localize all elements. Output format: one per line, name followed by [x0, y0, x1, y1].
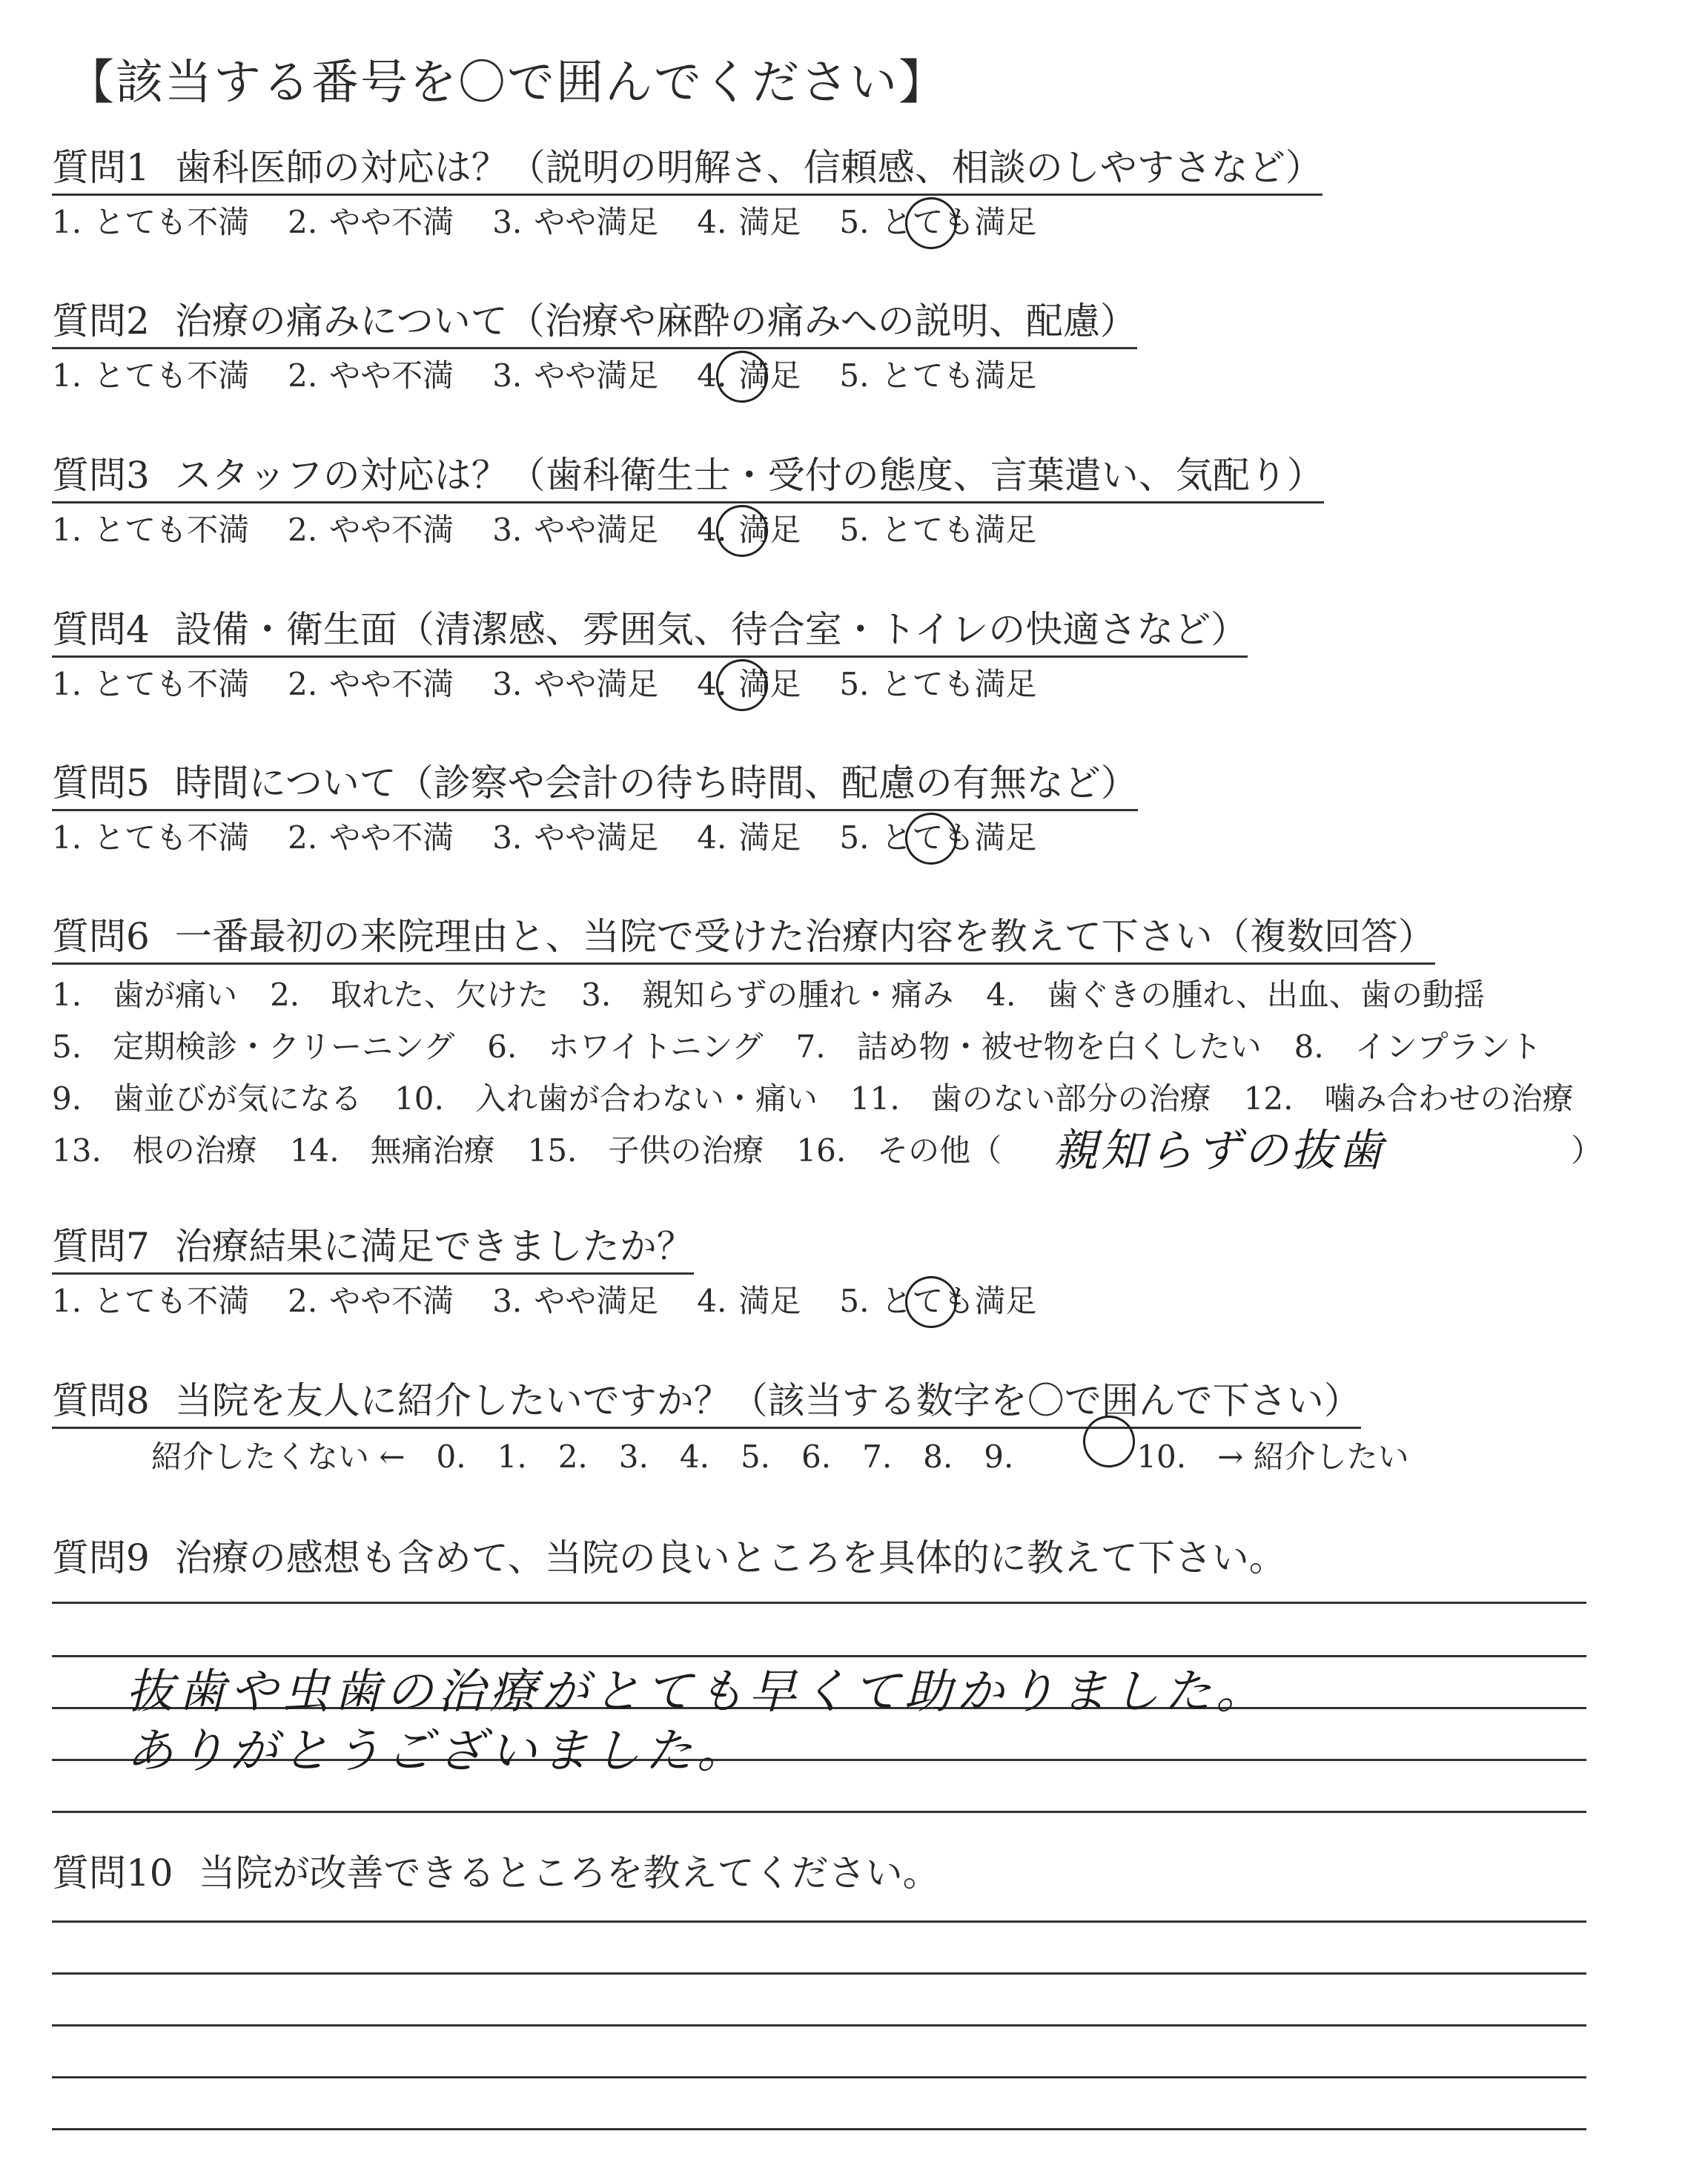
question-text: 時間について（診察や会計の待ち時間、配慮の有無など） [174, 762, 1138, 805]
reason-option-other[interactable]: 16. その他（ [796, 1132, 1002, 1169]
question-heading [52, 914, 1435, 965]
option-2[interactable]: 2. やや不満 [288, 819, 454, 856]
reason-option[interactable]: 9. 歯並びが気になる [52, 1080, 363, 1117]
option-1[interactable]: 1. とても不満 [52, 666, 250, 702]
scale-option[interactable]: 0. [436, 1439, 466, 1475]
rating-options [52, 203, 1323, 242]
option-2[interactable]: 2. やや不満 [288, 666, 454, 702]
answer-line [52, 1602, 1586, 1604]
reason-option[interactable]: 7. 詰め物・被せ物を白くしたい [795, 1028, 1262, 1065]
reason-option[interactable]: 5. 定期検診・クリーニング [52, 1028, 455, 1065]
option-5[interactable]: 5. とても満足 [839, 666, 1037, 702]
question-heading [52, 145, 1323, 196]
question-7 [52, 1223, 1075, 1321]
question-10 [52, 1850, 940, 1899]
question-text: 治療の感想も含めて、当院の良いところを具体的に教えて下さい。 [174, 1536, 1286, 1579]
scale-option[interactable]: 5. [740, 1439, 771, 1475]
reason-option[interactable]: 2. 取れた、欠けた [270, 977, 549, 1013]
option-1[interactable]: 1. とても不満 [52, 204, 250, 240]
scale-option[interactable]: 3. [618, 1439, 649, 1475]
answer-line [52, 1972, 1586, 1975]
rating-options [52, 511, 1324, 549]
option-2[interactable]: 2. やや不満 [288, 1283, 454, 1319]
answer-line [52, 1811, 1586, 1813]
question-6 [52, 914, 1606, 1177]
question-3 [52, 452, 1324, 549]
question-heading [52, 452, 1324, 503]
option-2[interactable]: 2. やや不満 [288, 357, 454, 394]
answer-line [52, 2128, 1586, 2130]
option-5[interactable]: 5. とても満足 [839, 819, 1036, 857]
rating-options [52, 1282, 1075, 1321]
question-1 [52, 145, 1323, 242]
question-heading [52, 607, 1248, 658]
rating-options [52, 665, 1248, 704]
question-heading [52, 1535, 1286, 1584]
answer-line [52, 1920, 1586, 1923]
handwritten-answer-line-2[interactable]: ありがとうございました。 [126, 1724, 749, 1779]
question-heading [52, 1850, 940, 1899]
option-4[interactable]: 4. 満足 [697, 204, 801, 240]
question-heading [52, 298, 1137, 349]
question-text: 当院が改善できるところを教えてください。 [198, 1852, 940, 1895]
reason-option[interactable]: 10. 入れ歯が合わない・痛い [394, 1080, 818, 1117]
option-3[interactable]: 3. やや満足 [492, 512, 659, 548]
question-text: 設備・衛生面（清潔感、雰囲気、待合室・トイレの快適さなど） [174, 608, 1248, 651]
reason-option[interactable]: 11. 歯のない部分の治療 [850, 1080, 1211, 1117]
option-5[interactable]: 5. とても満足 [839, 357, 1037, 394]
question-number: 質問10 [52, 1852, 173, 1895]
option-4[interactable]: 4. 満足 [697, 1283, 801, 1319]
reason-row [52, 1021, 1606, 1073]
option-1[interactable]: 1. とても不満 [52, 819, 250, 856]
reason-option[interactable]: 13. 根の治療 [52, 1132, 257, 1169]
recommend-scale [151, 1438, 1440, 1476]
scale-option[interactable]: 6. [801, 1439, 832, 1475]
scale-option-selected[interactable]: 9. [984, 1438, 1105, 1476]
question-text: スタッフの対応は？（歯科衛生士・受付の態度、言葉遣い、気配り） [174, 454, 1324, 497]
scale-option[interactable]: 8. [923, 1439, 953, 1475]
reason-option[interactable]: 8. インプラント [1294, 1028, 1542, 1065]
option-4[interactable]: 4. 満足 [697, 511, 801, 549]
answer-line [52, 2024, 1586, 2027]
reason-row [52, 1073, 1606, 1125]
option-5[interactable]: 5. とても満足 [839, 512, 1037, 548]
option-4[interactable]: 4. 満足 [697, 819, 801, 856]
answer-line [52, 2076, 1586, 2078]
question-number: 質問6 [52, 915, 150, 958]
option-1[interactable]: 1. とても不満 [52, 512, 250, 548]
question-9 [52, 1535, 1286, 1584]
other-handwritten-answer[interactable]: 親知らずの抜歯 [1053, 1125, 1386, 1177]
reason-option[interactable]: 12. 噛み合わせの治療 [1243, 1080, 1574, 1117]
question-8 [52, 1378, 1440, 1476]
other-close-paren: ） [1571, 1132, 1603, 1169]
reason-option[interactable]: 15. 子供の治療 [527, 1132, 764, 1169]
option-4[interactable]: 4. 満足 [697, 357, 801, 395]
handwritten-answer-line-1[interactable]: 抜歯や虫歯の治療がとても早くて助かりました。 [126, 1665, 1268, 1720]
scale-left-label: 紹介したくない ← [151, 1439, 406, 1475]
question-number: 質問8 [52, 1379, 150, 1422]
question-heading [52, 1223, 694, 1275]
reason-option[interactable]: 3. 親知らずの腫れ・痛み [581, 977, 954, 1013]
question-number: 質問5 [52, 762, 150, 805]
reason-options [52, 969, 1606, 1177]
question-2 [52, 298, 1137, 395]
option-3[interactable]: 3. やや満足 [492, 666, 659, 702]
question-heading [52, 1378, 1361, 1429]
option-5[interactable]: 5. とても満足 [839, 1282, 1036, 1321]
option-1[interactable]: 1. とても不満 [52, 1283, 250, 1319]
option-4[interactable]: 4. 満足 [697, 665, 801, 704]
question-heading [52, 760, 1138, 811]
reason-option[interactable]: 6. ホワイトニング [487, 1028, 764, 1065]
option-3[interactable]: 3. やや満足 [492, 819, 659, 856]
question-number: 質問2 [52, 300, 150, 343]
scale-option[interactable]: 4. [679, 1439, 709, 1475]
option-2[interactable]: 2. やや不満 [288, 204, 454, 240]
page-title: 【該当する番号を〇で囲んでください】 [67, 56, 947, 110]
reason-option[interactable]: 14. 無痛治療 [289, 1132, 495, 1169]
question-number: 質問3 [52, 454, 150, 497]
reason-row [52, 1125, 1606, 1177]
scale-option[interactable]: 7. [862, 1439, 893, 1475]
question-4 [52, 607, 1248, 704]
option-1[interactable]: 1. とても不満 [52, 357, 250, 394]
question-text: 治療の痛みについて（治療や麻酔の痛みへの説明、配慮） [174, 300, 1137, 343]
rating-options [52, 819, 1138, 857]
question-text: 治療結果に満足できましたか？ [174, 1225, 694, 1268]
reason-option[interactable]: 4. 歯ぐきの腫れ、出血、歯の動揺 [986, 977, 1485, 1013]
option-3[interactable]: 3. やや満足 [492, 357, 659, 394]
option-2[interactable]: 2. やや不満 [288, 512, 454, 548]
question-text: 一番最初の来院理由と、当院で受けた治療内容を教えて下さい（複数回答） [174, 915, 1435, 958]
reason-row [52, 969, 1606, 1021]
question-number: 質問7 [52, 1225, 150, 1268]
question-text: 当院を友人に紹介したいですか？（該当する数字を〇で囲んで下さい） [174, 1379, 1361, 1422]
scale-option[interactable]: 10. [1136, 1439, 1187, 1475]
scale-option[interactable]: 2. [557, 1439, 588, 1475]
scale-option[interactable]: 1. [497, 1439, 527, 1475]
rating-options [52, 357, 1137, 395]
question-number: 質問1 [52, 146, 150, 189]
option-5[interactable]: 5. とても満足 [839, 203, 1036, 242]
option-3[interactable]: 3. やや満足 [492, 204, 659, 240]
question-number: 質問9 [52, 1536, 150, 1579]
scale-right-label: → 紹介したい [1217, 1439, 1409, 1475]
question-number: 質問4 [52, 608, 150, 651]
option-3[interactable]: 3. やや満足 [492, 1283, 659, 1319]
question-text: 歯科医師の対応は？（説明の明解さ、信頼感、相談のしやすさなど） [174, 146, 1323, 189]
reason-option[interactable]: 1. 歯が痛い [52, 977, 238, 1013]
question-5 [52, 760, 1138, 857]
